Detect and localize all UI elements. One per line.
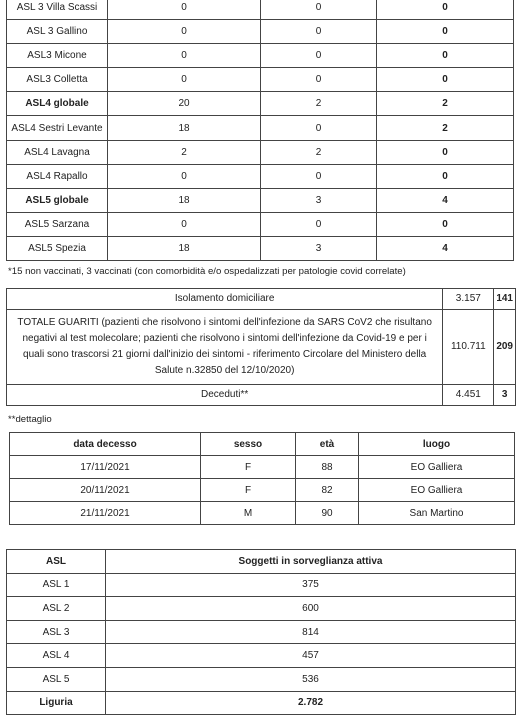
table-row	[7, 620, 516, 644]
table-row	[7, 92, 514, 116]
cell-sex: F	[201, 456, 296, 479]
table-row	[7, 644, 516, 668]
cell-asl: ASL 1	[7, 573, 106, 597]
cell-age: 90	[296, 502, 359, 525]
column-header: Soggetti in sorveglianza attiva	[106, 550, 516, 574]
table-row	[10, 502, 515, 525]
column-header: sesso	[201, 433, 296, 456]
cell-value: 2	[377, 92, 514, 116]
cell-count: 457	[106, 644, 516, 668]
asl-hospital-table	[6, 0, 514, 261]
cell-date: 20/11/2021	[10, 479, 201, 502]
asl-name: ASL3 Micone	[7, 44, 108, 68]
cell-age: 88	[296, 456, 359, 479]
table-row	[7, 188, 514, 212]
cell-value: 0	[108, 20, 261, 44]
cell-asl: Liguria	[7, 691, 106, 715]
sorveglianza-table	[6, 549, 516, 715]
table-row	[7, 573, 516, 597]
cell-value: 18	[108, 188, 261, 212]
column-header: data decesso	[10, 433, 201, 456]
isolamento-label: Isolamento domiciliare	[7, 289, 443, 310]
cell-value: 0	[108, 212, 261, 236]
deceduti-value: 4.451	[443, 385, 494, 406]
cell-value: 0	[377, 44, 514, 68]
cell-place: EO Galliera	[359, 456, 515, 479]
asl-name: ASL 3 Villa Scassi	[7, 0, 108, 20]
table-row	[7, 597, 516, 621]
cell-date: 17/11/2021	[10, 456, 201, 479]
asl-name: ASL5 Spezia	[7, 236, 108, 260]
table-row	[7, 0, 514, 20]
vaccination-footnote: *15 non vaccinati, 3 vaccinati (con comorbidità e/o ospedalizzati per patologie covid correlate)	[8, 266, 406, 277]
isolamento-value: 3.157	[443, 289, 494, 310]
cell-value: 0	[261, 44, 377, 68]
table-row	[7, 44, 514, 68]
asl-name: ASL4 Sestri Levante	[7, 116, 108, 140]
cell-count: 375	[106, 573, 516, 597]
cell-value: 0	[108, 0, 261, 20]
decessi-table	[9, 432, 515, 525]
column-header: ASL	[7, 550, 106, 574]
cell-value: 4	[377, 188, 514, 212]
cell-sex: F	[201, 479, 296, 502]
cell-value: 0	[261, 68, 377, 92]
cell-age: 82	[296, 479, 359, 502]
cell-value: 0	[108, 44, 261, 68]
table-row	[7, 667, 516, 691]
cell-value: 0	[261, 212, 377, 236]
cell-value: 18	[108, 116, 261, 140]
cell-value: 0	[108, 68, 261, 92]
deceduti-delta: 3	[494, 385, 516, 406]
table-row	[7, 310, 516, 385]
cell-value: 0	[261, 116, 377, 140]
column-header: età	[296, 433, 359, 456]
cell-value: 4	[377, 236, 514, 260]
cell-asl: ASL 3	[7, 620, 106, 644]
cell-value: 0	[261, 164, 377, 188]
detail-footnote: **dettaglio	[8, 414, 52, 425]
cell-value: 2	[377, 116, 514, 140]
cell-count: 536	[106, 667, 516, 691]
table-row	[7, 236, 514, 260]
table-header-row	[7, 550, 516, 574]
asl-name: ASL4 Rapallo	[7, 164, 108, 188]
cell-count: 600	[106, 597, 516, 621]
table-row	[10, 456, 515, 479]
cell-place: San Martino	[359, 502, 515, 525]
cell-value: 0	[377, 212, 514, 236]
table-row	[7, 140, 514, 164]
cell-date: 21/11/2021	[10, 502, 201, 525]
cell-value: 0	[261, 20, 377, 44]
isolamento-delta: 141	[494, 289, 516, 310]
total-row	[7, 691, 516, 715]
table-row	[7, 116, 514, 140]
cell-value: 2	[108, 140, 261, 164]
guariti-delta: 209	[494, 310, 516, 385]
cell-value: 0	[377, 164, 514, 188]
cell-value: 0	[377, 0, 514, 20]
cell-sex: M	[201, 502, 296, 525]
cell-count: 814	[106, 620, 516, 644]
table-row	[7, 164, 514, 188]
table-row	[7, 289, 516, 310]
table-row	[7, 20, 514, 44]
table-header-row	[10, 433, 515, 456]
cell-value: 2	[261, 140, 377, 164]
cell-value: 2	[261, 92, 377, 116]
asl-name: ASL4 globale	[7, 92, 108, 116]
asl-name: ASL4 Lavagna	[7, 140, 108, 164]
table-row	[7, 68, 514, 92]
asl-name: ASL 3 Gallino	[7, 20, 108, 44]
column-header: luogo	[359, 433, 515, 456]
cell-value: 18	[108, 236, 261, 260]
deceduti-label: Deceduti**	[7, 385, 443, 406]
cell-value: 0	[377, 68, 514, 92]
cell-asl: ASL 2	[7, 597, 106, 621]
table-row	[7, 212, 514, 236]
cell-value: 0	[108, 164, 261, 188]
table-row	[7, 385, 516, 406]
asl-name: ASL3 Colletta	[7, 68, 108, 92]
cell-value: 0	[377, 20, 514, 44]
cell-value: 3	[261, 236, 377, 260]
summary-table	[6, 288, 516, 406]
asl-name: ASL5 globale	[7, 188, 108, 212]
cell-asl: ASL 4	[7, 644, 106, 668]
asl-name: ASL5 Sarzana	[7, 212, 108, 236]
cell-place: EO Galliera	[359, 479, 515, 502]
guariti-label: TOTALE GUARITI (pazienti che risolvono i sintomi dell'infezione da SARS CoV2 che risultano negativi al test molecolare; pazienti che risolvono i sintomi dell'infezione da Covid-19 e per i quali sono trascorsi 21 giorni dall'inizio dei sintomi - riferimento Circolare del Ministero della Salute n.32850 del 12/10/2020)	[7, 310, 443, 385]
cell-count: 2.782	[106, 691, 516, 715]
cell-value: 0	[377, 140, 514, 164]
guariti-value: 110.711	[443, 310, 494, 385]
cell-value: 3	[261, 188, 377, 212]
table-row	[10, 479, 515, 502]
cell-value: 0	[261, 0, 377, 20]
cell-asl: ASL 5	[7, 667, 106, 691]
cell-value: 20	[108, 92, 261, 116]
